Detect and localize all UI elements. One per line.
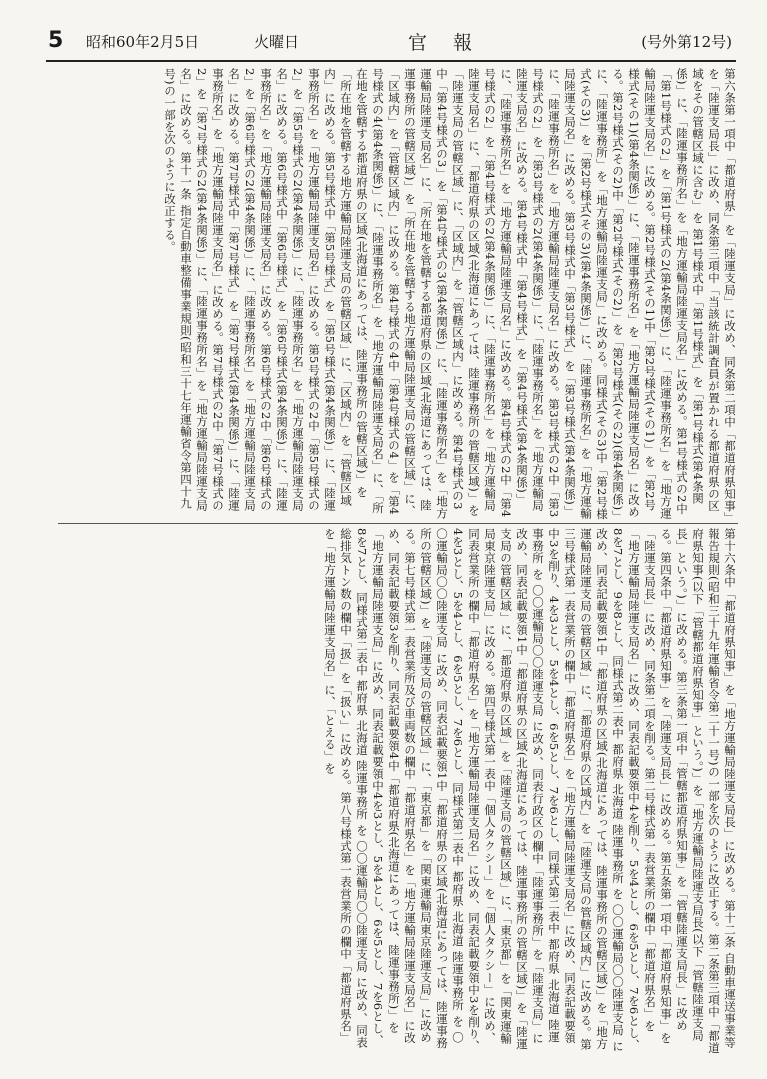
issue-date: 昭和60年2月5日 xyxy=(86,33,200,51)
upper-text-block xyxy=(58,68,738,520)
page-header xyxy=(46,22,736,62)
page-number: 5 xyxy=(48,28,64,53)
upper-body-text: 第六条第一項中「都道府県」を「陸運支局」に改め、同条第二項中「都道府県知事」を「陸運支局長」に改め、同条第三項中「当該統計調査員が置かれる都道府県の区域をその管轄区域に含む」を 第1号様式中「第1号様式」を「第1号様式(第4条関係)」に、「陸運事務所名」を「地方運輸局陸運支局名」に改める。第1号様式の2中「第1号様式の2」を「第1号様式の2(第4条関係)」に、「陸運事務所名」を「地方運輸局陸運支局名」に改める。第2号様式(その1)中「第2号様式(その1)」を「第2号様式(その1)(第4条関係)」に、「陸運事務所名」を「地方運輸局陸運支局名」に改める。第2号様式(その2)中「第2号様式(その2)」を「第2号様式(その2)(第4条関係)」に、「陸運事務所」を「地方運輸局陸運支局」に改める。同様式(その3)中「第2号様式(その3)」を「第2号様式(その3)(第4条関係)」に、「陸運事務所名」を「地方運輸局陸運支局名」に改める。第3号様式中「第3号様式」を「第3号様式(第4条関係)」に、「陸運事務所名」を「地方運輸局陸運支局名」に改める。第3号様式の2中「第3号様式の2」を「第3号様式の2(第4条関係)」に、「陸運事務所名」を「地方運輸局陸運支局名」に改める。第4号様式中「第4号様式」を「第4号様式(第4条関係)」に、「陸運事務所名」を「地方運輸局陸運支局名」に改める。第4号様式の2中「第4号様式の2」を「第4号様式の2(第4条関係)」に、「陸運事務所名」を「地方運輸局陸運支局名」に、「都道府県の区域(北海道にあっては、陸運事務所の管轄区域)」を「陸運支局の管轄区域」に、「区域内」を「管轄区域内」に改める。第4号様式の3中「第4号様式の3」を「第4号様式の3(第4条関係)」に、「陸運事務所名」を「地方運輸局陸運支局名」に、「所在地を管轄する都道府県の区域(北海道にあっては、陸運事務所の管轄区域)」を「所在地を管轄する地方運輸局陸運支局の管轄区域」に、「区域内」を「管轄区域内」に改める。第4号様式の4中「第4号様式の4」を「第4号様式の4(第4条関係)」に、「陸運事務所名」を「地方運輸局陸運支局名」に、「所在地を管轄する都道府県の区域(北海道にあっては、陸運事務所の管轄区域)」を「所在地を管轄する地方運輸局陸運支局の管轄区域」に、「区域内」を「管轄区域内」に改める。第5号様式中「第5号様式」を「第5号様式(第4条関係)」に、「陸運事務所名」を「地方運輸局陸運支局名」に改める。第5号様式の2中「第5号様式の2」を「第5号様式の2(第4条関係)」に、「陸運事務所名」を「地方運輸局陸運支局名」に改める。第6号様式中「第6号様式」を「第6号様式(第4条関係)」に、「陸運事務所名」を「地方運輸局陸運支局名」に改める。第6号様式の2中「第6号様式の2」を「第6号様式の2(第4条関係)」に、「陸運事務所名」を「地方運輸局陸運支局名」に改める。第7号様式中「第7号様式」を「第7号様式(第4条関係)」に、「陸運事務所名」を「地方運輸局陸運支局名」に改める。第7号様式の2中「第7号様式の2」を「第7号様式の2(第4条関係)」に、「陸運事務所名」を「地方運輸局陸運支局名」に改める。第十一条 指定自動車整備事業規則(昭和三十七年運輸省令第四十九号)の一部を次のように改正する。 xyxy=(163,68,737,520)
gazette-title: 官報 xyxy=(408,32,499,54)
issue-weekday: 火曜日 xyxy=(254,33,300,51)
lower-text-block xyxy=(58,528,738,1054)
lower-body-text: 第十六条中「都道府県知事」を「地方運輸局陸運支局長」に改める。第十二条 自動車運送事業等報告規則(昭和三十九年運輸省令第二十一号)の一部を次のように改正する。第二条第三項中「都道府県知事(以下「管轄都道府県知事」という。)」を「地方運輸局陸運支局長(以下「管轄陸運支局長」という。)」に改める。第三条第一項中「管轄都道府県知事」を「管轄陸運支局長」に改める。第四条中「都道府県知事」を「陸運支局長」に改める。第五条第一項中「都道府県知事」を「陸運支局長」に改め、同条第二項を削る。第二号様式第一表営業所の欄中「都道府県名」を「地方運輸局陸運支局名」に改め、同表記載要領中4を削り、5を4とし、6を5とし、7を6とし、8を7とし、9を8とし、同様式第二表中 都府県 北海道 陸運事務所 を 〇〇運輸局〇〇陸運支局 に改め、同表記載要領1中「都道府県の区域(北海道にあっては、陸運事務所の管轄区域)」を「地方運輸局陸運支局の管轄区域」に、「都道府県の区域内」を「陸運支局の管轄区域内」に改める。第三号様式第一表営業所の欄中「都道府県名」を「地方運輸局陸運支局名」に改め、同表記載要領中3を削り、4を3とし、5を4とし、6を5とし、7を6とし、同様式第二表中 都府県 北海道 陸運事務所 を 〇〇運輸局〇〇陸運支局 に改め、同表行政区の欄中「陸運事務所」を「陸運支局」に改め、同表記載要領1中「都道府県の区域(北海道にあっては、陸運事務所の管轄区域)」を「陸運支局の管轄区域」に、「都道府県の区域」を「陸運支局の管轄区域」に、「東京都」を「関東運輸局東京陸運支局」に改める。第四号様式第一表中「個人タクシー」を「個人タクシー」に改め、同表営業所の欄中「都道府県名」を「地方運輸局陸運支局名」に改め、同表記載要領中3を削り、4を3とし、5を4とし、6を5とし、7を6とし、同様式第二表中 都府県 北海道 陸運事務所 を 〇〇運輸局〇〇陸運支局 に改め、同表記載要領1中「都道府県の区域(北海道にあっては、陸運事務所の管轄区域)」を「陸運支局の管轄区域」に、「東京都」を「関東運輸局東京陸運支局」に改める。第七号様式第一表営業所及び車両数の欄中「都道府県名」を「地方運輸局陸運支局名」に改め、同表記載要領3を削り、同表記載要領4中「都道府県(北海道にあっては、陸運事務所)」を「地方運輸局陸運支局」に改め、同表記載要領中4を3とし、5を4とし、6を5とし、7を6とし、8を7とし、同様式第二表中 都府県 北海道 陸運事務所 を 〇〇運輸局〇〇陸運支局 に改め、同表総排気トン数の欄中「扱」を「扱い」に改める。第八号様式第一表営業所の欄中「都道府県名」を「地方運輸局陸運支局名」に、「とえる」を xyxy=(323,528,737,1054)
section-divider xyxy=(58,523,738,524)
issue-number: (号外第12号) xyxy=(641,33,732,51)
